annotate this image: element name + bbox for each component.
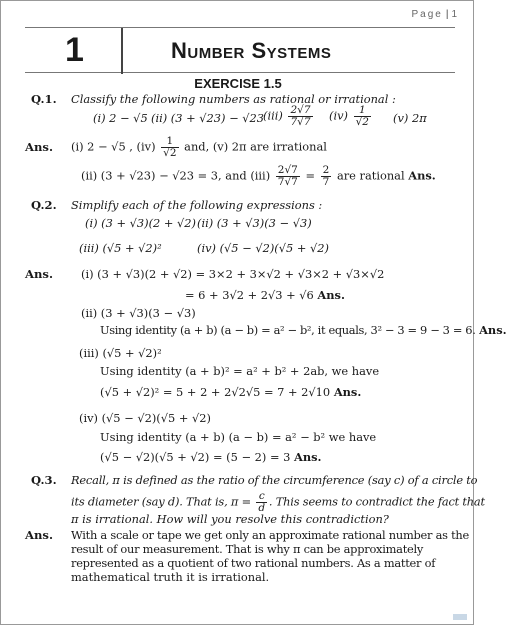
q2-part-i: (i) (3 + √3)(2 + √2) <box>85 216 197 230</box>
page-label: Page <box>411 9 443 20</box>
q3-line1: Recall, π is defined as the ratio of the circumference (say c) of a circle to <box>71 473 478 487</box>
ans-marker: Ans. <box>479 323 507 337</box>
answer-label: Ans. <box>25 267 53 281</box>
denominator: √2 <box>355 116 369 128</box>
part-label: (iv) <box>329 108 348 123</box>
answer-text: (√5 + √2)² = 5 + 2 + 2√2√5 = 7 + 2√10 <box>100 385 331 399</box>
a3-line2: result of our measurement. That is why π can be approximately <box>71 542 424 556</box>
a2-iv-line2: Using identity (a + b) (a − b) = a² − b² we have <box>100 430 377 444</box>
ans-marker: Ans. <box>317 288 345 302</box>
q2-part-iv: (iv) (√5 − √2)(√5 + √2) <box>197 241 329 255</box>
a2-i-line2 <box>185 288 345 302</box>
fraction <box>256 491 267 514</box>
ans-marker: Ans. <box>293 450 322 464</box>
numerator: c <box>256 491 267 503</box>
answer-text: (ii) (3 + √23) − √23 = 3, and (iii) <box>81 168 271 183</box>
answer-text: and, (v) 2π are irrational <box>184 139 327 154</box>
a2-ii-line1: (ii) (3 + √3)(3 − √3) <box>81 306 196 320</box>
numerator: 1 <box>161 136 178 148</box>
denominator: 7√7 <box>290 116 311 128</box>
chapter-banner <box>25 27 455 73</box>
q3-line3: π is irrational. How will you resolve this contradiction? <box>71 512 389 526</box>
question-label: Q.3. <box>31 473 57 487</box>
a2-iii-line3 <box>100 385 361 399</box>
a2-iv-line3 <box>100 450 321 464</box>
equals-sign: = <box>305 168 315 183</box>
fraction <box>161 136 178 159</box>
part-label: (iii) <box>263 108 283 123</box>
fraction <box>276 165 300 188</box>
question-label: Q.2. <box>31 198 57 212</box>
q1-part-ii: (ii) (3 + √23) − √23 <box>151 111 265 125</box>
answer-label: Ans. <box>25 528 53 542</box>
numerator: 2√7 <box>277 164 298 176</box>
question-text: Classify the following numbers as rational or irrational : <box>71 92 396 106</box>
denominator: √2 <box>163 147 177 159</box>
answer-text: Using identity (a + b) (a − b) = a² − b², it equals, 3² − 3 = 9 − 3 = 6. <box>100 323 476 337</box>
q2-part-ii: (ii) (3 + √3)(3 − √3) <box>197 216 312 230</box>
a3-line4: mathematical truth it is irrational. <box>71 570 270 584</box>
a1-line1 <box>71 136 327 159</box>
q1-part-i: (i) 2 − √5 <box>93 111 148 125</box>
numerator: 2 <box>322 164 330 176</box>
answer-label: Ans. <box>25 140 53 154</box>
a3-line3: represented as a quotient of two rational numbers. As a matter of <box>71 556 436 570</box>
page-number: 1 <box>451 9 459 20</box>
numerator: 1 <box>354 105 371 117</box>
answer-text: (i) 2 − √5 , (iv) <box>71 139 156 154</box>
q2-part-iii: (iii) (√5 + √2)² <box>79 241 162 255</box>
a2-i-line1: (i) (3 + √3)(2 + √2) = 3×2 + 3×√2 + √3×2 + √3×√2 <box>81 267 385 281</box>
answer-text: = 6 + 3√2 + 2√3 + √6 <box>185 288 314 302</box>
denominator: 7√7 <box>277 176 298 188</box>
question-text: . This seems to contradict the fact that <box>268 494 485 509</box>
q1-part-iii <box>263 105 315 128</box>
question-text: Simplify each of the following expressions : <box>71 198 323 212</box>
a2-ii-line2 <box>100 323 507 337</box>
question-text: its diameter (say d). That is, π = <box>71 494 251 509</box>
numerator: 2√7 <box>290 104 311 116</box>
fraction <box>288 105 312 128</box>
ans-marker: Ans. <box>333 385 362 399</box>
a1-line2 <box>81 165 436 188</box>
denominator: d <box>258 502 265 514</box>
q1-part-iv <box>329 105 373 128</box>
exercise-heading: EXERCISE 1.5 <box>194 76 282 91</box>
denominator: 7 <box>322 176 330 188</box>
ans-marker: Ans. <box>408 168 436 183</box>
chapter-number: 1 <box>65 31 84 69</box>
question-label: Q.1. <box>31 92 57 106</box>
a2-iii-line1: (iii) (√5 + √2)² <box>79 346 162 360</box>
chapter-divider <box>121 28 123 74</box>
fraction <box>354 105 371 128</box>
page-header: Page | 1 <box>411 9 459 20</box>
chapter-title: Number Systems <box>171 38 332 63</box>
a2-iii-line2: Using identity (a + b)² = a² + b² + 2ab, we have <box>100 364 380 378</box>
a2-iv-line1: (iv) (√5 − √2)(√5 + √2) <box>79 411 211 425</box>
corner-logo <box>453 614 467 620</box>
answer-text: (√5 − √2)(√5 + √2) = (5 − 2) = 3 <box>100 450 291 464</box>
q3-line2 <box>71 491 485 514</box>
q1-part-v: (v) 2π <box>393 111 427 125</box>
answer-text: are rational <box>336 168 405 183</box>
fraction <box>321 165 332 188</box>
a3-line1: With a scale or tape we get only an approximate rational number as the <box>71 528 470 542</box>
